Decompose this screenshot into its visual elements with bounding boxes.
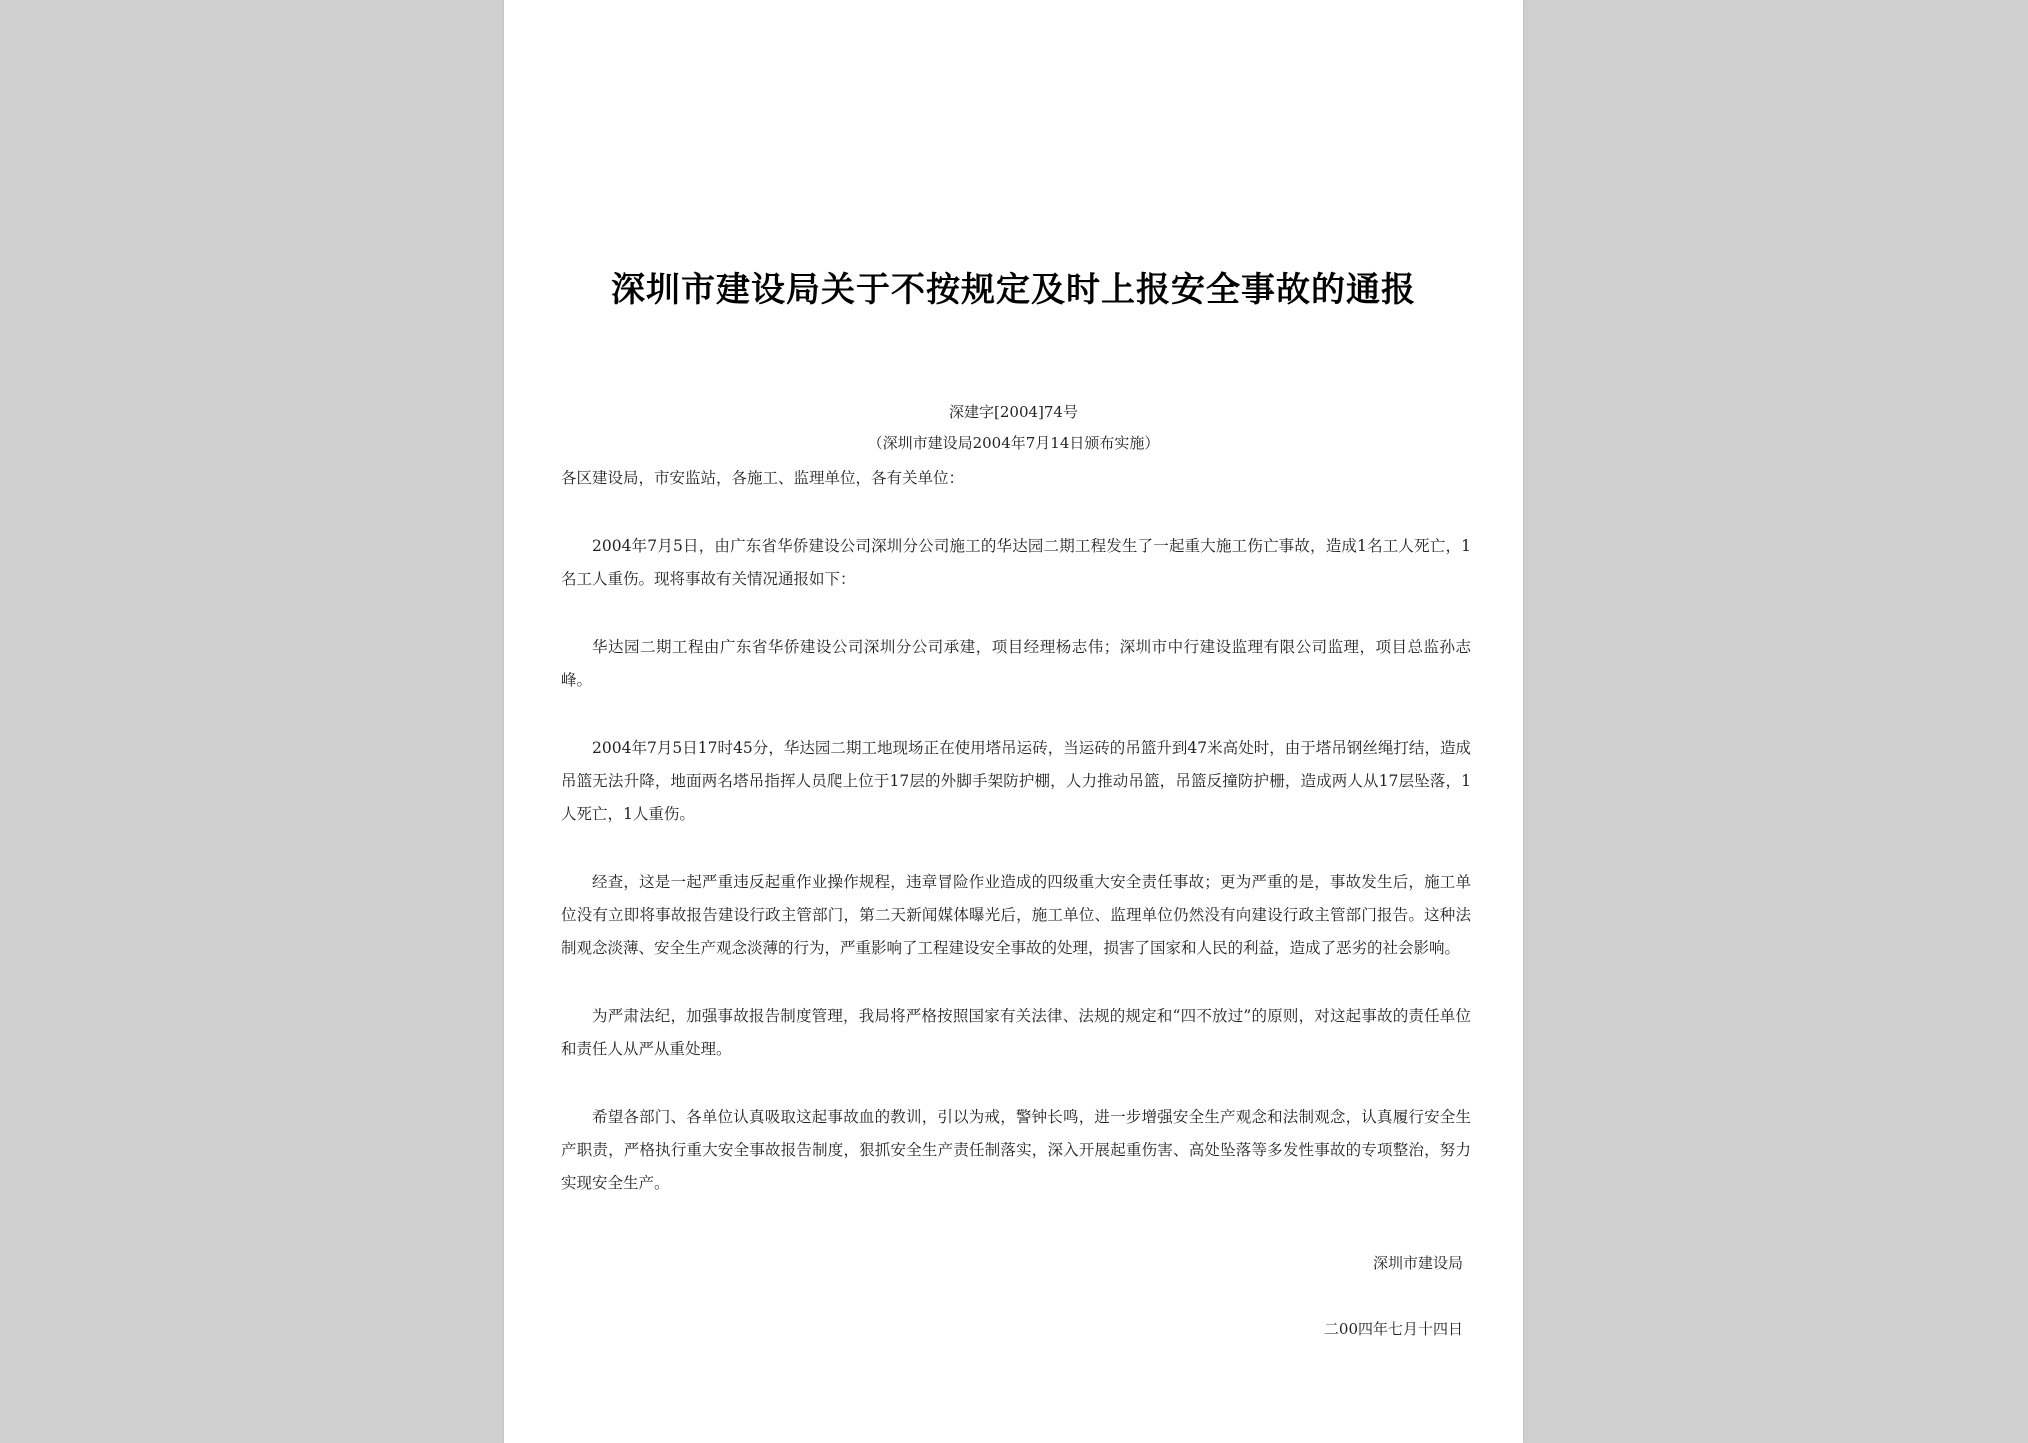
paragraph-2: 华达园二期工程由广东省华侨建设公司深圳分公司承建，项目经理杨志伟；深圳市中行建设监理有限公司监理，项目总监孙志峰。	[561, 638, 1471, 689]
signature-date: 二00四年七月十四日	[1323, 1320, 1463, 1338]
paragraph-4: 经查，这是一起严重违反起重作业操作规程，违章冒险作业造成的四级重大安全责任事故；更为严重的是，事故发生后，施工单位没有立即将事故报告建设行政主管部门，第二天新闻媒体曝光后，施工单位、监理单位仍然没有向建设行政主管部门报告。这种法制观念淡薄、安全生产观念淡薄的行为，严重影响了工程建设安全事故的处理，损害了国家和人民的利益，造成了恶劣的社会影响。	[561, 873, 1471, 957]
salutation: 各区建设局，市安监站，各施工、监理单位，各有关单位：	[561, 469, 965, 487]
signer: 深圳市建设局	[1372, 1254, 1463, 1272]
paragraph-6: 希望各部门、各单位认真吸取这起事故血的教训，引以为戒，警钟长鸣，进一步增强安全生产观念和法制观念，认真履行安全生产职责，严格执行重大安全事故报告制度，狠抓安全生产责任制落实，深入开展起重伤害、高处坠落等多发性事故的专项整治，努力实现安全生产。	[561, 1108, 1471, 1192]
document-page	[504, 0, 1523, 1443]
paragraph-1: 2004年7月5日，由广东省华侨建设公司深圳分公司施工的华达园二期工程发生了一起重大施工伤亡事故，造成1名工人死亡，1名工人重伤。现将事故有关情况通报如下：	[561, 537, 1471, 588]
issue-note: （深圳市建设局2004年7月14日颁布实施）	[867, 434, 1160, 452]
document-number: 深建字[2004]74号	[949, 403, 1078, 421]
paragraph-3: 2004年7月5日17时45分，华达园二期工地现场正在使用塔吊运砖，当运砖的吊篮升到47米高处时，由于塔吊钢丝绳打结，造成吊篮无法升降，地面两名塔吊指挥人员爬上位于17层的外脚手架防护棚，人力推动吊篮，吊篮反撞防护栅，造成两人从17层坠落，1人死亡，1人重伤。	[561, 739, 1471, 823]
paragraph-5: 为严肃法纪，加强事故报告制度管理，我局将严格按照国家有关法律、法规的规定和“四不放过”的原则，对这起事故的责任单位和责任人从严从重处理。	[561, 1007, 1471, 1058]
document-title: 深圳市建设局关于不按规定及时上报安全事故的通报	[611, 270, 1416, 310]
document-body	[561, 462, 1471, 1235]
